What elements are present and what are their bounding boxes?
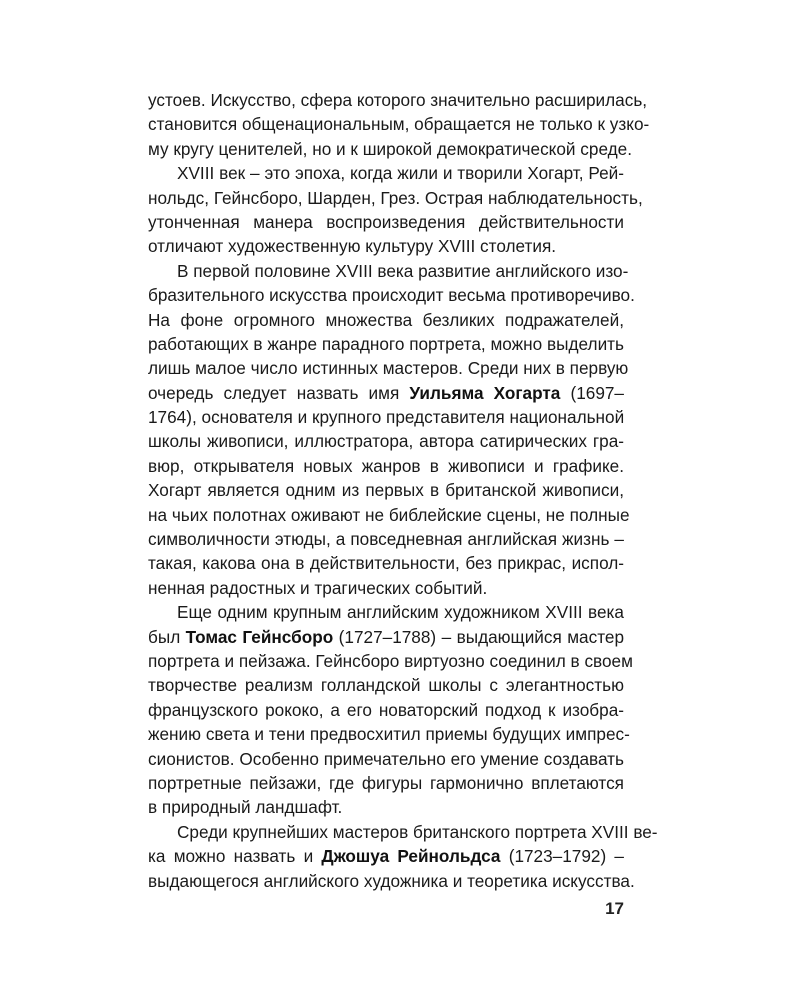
- text-segment: ка можно назвать и: [148, 846, 322, 867]
- text-line: на чьих полотнах оживают не библейские сцены, не полные: [148, 504, 630, 525]
- artist-name: Джошуа Рейнольдса: [321, 846, 501, 867]
- text-line: Хогарт является одним из первых в британской живописи,: [148, 480, 624, 501]
- text-line: школы живописи, иллюстратора, автора сатирических гра-: [148, 431, 624, 452]
- text-line: [148, 381, 624, 405]
- text-line: символичности этюды, а повседневная английская жизнь –: [148, 529, 624, 550]
- text-line: такая, какова она в действительности, без прикрас, испол-: [148, 553, 624, 574]
- text-segment: (1727–1788) – выдающийся мастер: [333, 626, 624, 647]
- text-segment: (1697–: [560, 382, 624, 403]
- text-line: [148, 844, 624, 868]
- text-segment: был: [148, 626, 186, 647]
- text-line: 1764), основателя и крупного представителя национальной: [148, 407, 625, 428]
- text-line: творчестве реализм голландской школы с элегантностью: [148, 675, 624, 696]
- text-line: портретные пейзажи, где фигуры гармонично вплетаются: [148, 772, 624, 793]
- text-line: В первой половине XVIII века развитие английского изо-: [177, 260, 629, 281]
- text-line: XVIII век – это эпоха, когда жили и творили Хогарт, Рей-: [177, 163, 624, 184]
- text-line: лишь малое число истинных мастеров. Среди них в первую: [148, 358, 629, 379]
- text-line: нольдс, Гейнсборо, Шарден, Грез. Острая наблюдательность,: [148, 187, 643, 208]
- artist-name: Томас Гейнсборо: [185, 626, 334, 647]
- text-line: сионистов. Особенно примечательно его умение создавать: [148, 748, 624, 769]
- text-line: отличают художественную культуру XVIII столетия.: [148, 236, 557, 257]
- text-line: портрета и пейзажа. Гейнсборо виртуозно соединил в своем: [148, 650, 633, 671]
- text-line: утонченная манера воспроизведения действительности: [148, 211, 624, 232]
- text-line: в природный ландшафт.: [148, 797, 343, 818]
- text-line: ненная радостных и трагических событий.: [148, 577, 488, 598]
- text-line: Среди крупнейших мастеров британского портрета XVIII ве-: [177, 821, 658, 842]
- page-number: 17: [605, 899, 624, 918]
- page-text-body: [148, 88, 658, 893]
- text-line: му кругу ценителей, но и к широкой демократической среде.: [148, 138, 633, 159]
- text-line: выдающегося английского художника и теоретика искусства.: [148, 870, 635, 891]
- text-line: французского рококо, а его новаторский подход к изобра-: [148, 699, 624, 720]
- text-line: Еще одним крупным английским художником XVIII века: [177, 602, 624, 623]
- text-line: бразительного искусства происходит весьма противоречиво.: [148, 285, 635, 306]
- artist-name: Уильяма Хогарта: [409, 382, 561, 403]
- text-segment: (1723–1792) –: [500, 846, 624, 867]
- text-line: устоев. Искусство, сфера которого значительно расширилась,: [148, 90, 648, 110]
- text-line: становится общенациональным, обращается не только к узко-: [148, 114, 650, 135]
- text-line: жению света и тени предвосхитил приемы будущих импрес-: [148, 724, 630, 745]
- text-line: вюр, открывателя новых жанров в живописи и графике.: [148, 455, 624, 476]
- text-segment: очередь следует назвать имя: [148, 382, 410, 403]
- text-line: работающих в жанре парадного портрета, можно выделить: [148, 333, 624, 354]
- text-line: [148, 625, 624, 649]
- text-line: На фоне огромного множества безликих подражателей,: [148, 309, 624, 330]
